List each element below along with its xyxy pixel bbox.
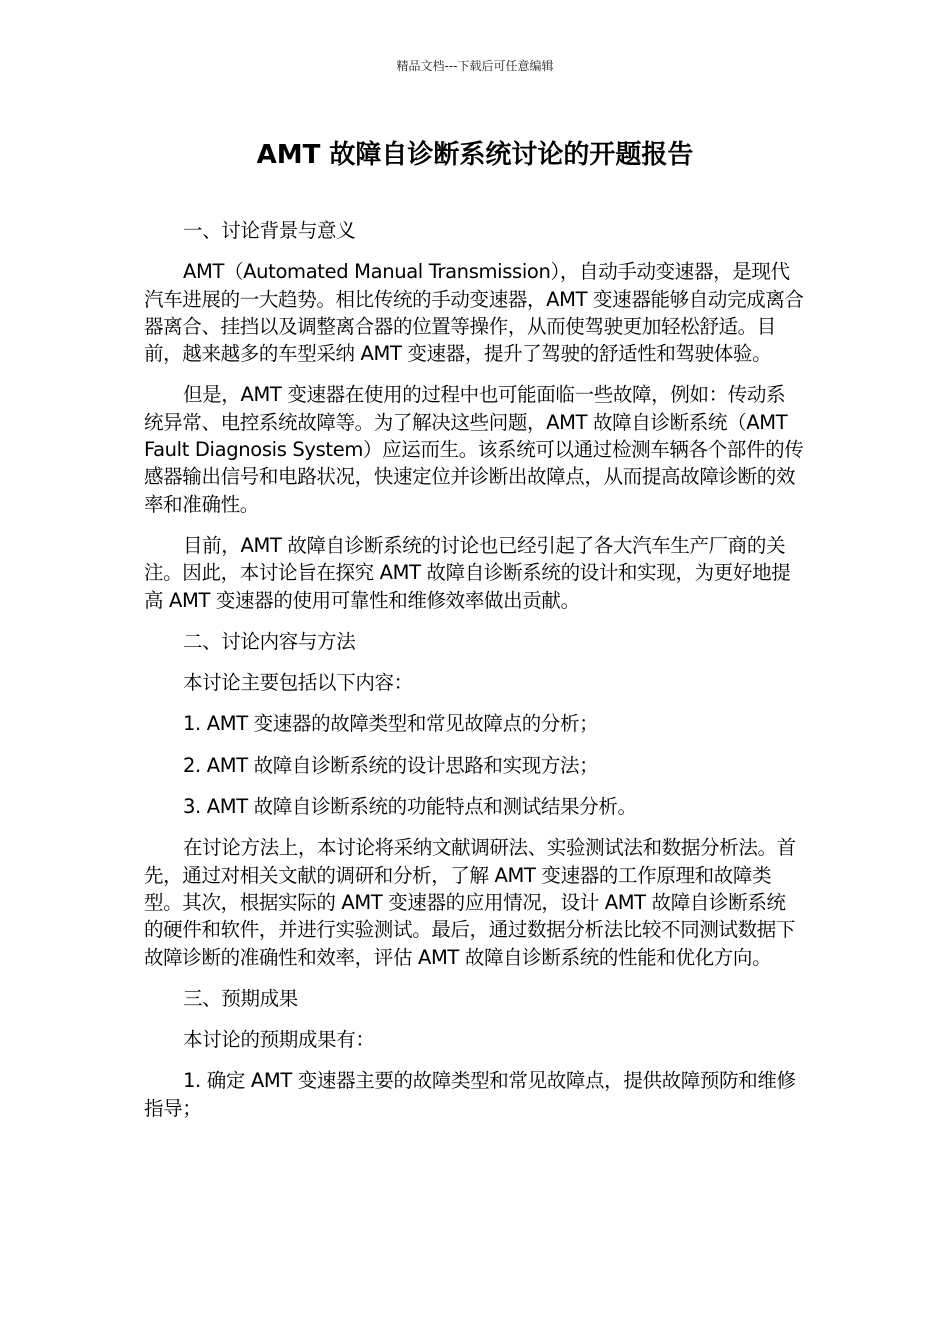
header-note: 精品文档---下载后可任意编辑 bbox=[396, 59, 554, 73]
paragraph-amt-faults: 但是，AMT 变速器在使用的过程中也可能面临一些故障，例如：传动系统异常、电控系统故障等。为了解决这些问题，AMT 故障自诊断系统（AMT Fault Diagnosis System）应运而生。该系统可以通过检测车辆各个部件的传感器输出信号和电路状况，快速定位并诊断出故障点，从而提高故障诊断的效率和准确性。 bbox=[144, 383, 804, 516]
paragraph-amt-intro: AMT（Automated Manual Transmission），自动手动变速器，是现代汽车进展的一大趋势。相比传统的手动变速器，AMT 变速器能够自动完成离合器离合、挂挡以及调整离合器的位置等操作，从而使驾驶更加轻松舒适。目前，越来越多的车型采纳 AMT 变速器，提升了驾驶的舒适性和驾驶体验。 bbox=[144, 260, 804, 366]
list-item-result-1: 1. 确定 AMT 变速器主要的故障类型和常见故障点，提供故障预防和维修指导； bbox=[144, 1069, 796, 1120]
list-item-content-3: 3. AMT 故障自诊断系统的功能特点和测试结果分析。 bbox=[183, 795, 637, 819]
section-heading-background: 一、讨论背景与意义 bbox=[183, 219, 356, 242]
list-item-content-2: 2. AMT 故障自诊断系统的设计思路和实现方法； bbox=[183, 753, 599, 777]
section-heading-content-method: 二、讨论内容与方法 bbox=[183, 629, 356, 653]
paragraph-research-goal: 目前，AMT 故障自诊断系统的讨论也已经引起了各大汽车生产厂商的关注。因此，本讨论旨在探究 AMT 故障自诊断系统的设计和实现，为更好地提高 AMT 变速器的使用可靠性和维修效率做出贡献。 bbox=[144, 533, 791, 612]
section-heading-expected-results: 三、预期成果 bbox=[183, 986, 298, 1010]
document-body bbox=[144, 217, 804, 1136]
paragraph-methods: 在讨论方法上，本讨论将采纳文献调研法、实验测试法和数据分析法。首先，通过对相关文献的调研和分析，了解 AMT 变速器的工作原理和故障类型。其次，根据实际的 AMT 变速器的应用情况，设计 AMT 故障自诊断系统的硬件和软件，并进行实验测试。最后，通过数据分析法比较不同测试数据下故障诊断的准确性和效率，评估 AMT 故障自诊断系统的性能和优化方向。 bbox=[144, 836, 796, 969]
paragraph-content-intro: 本讨论主要包括以下内容： bbox=[183, 671, 413, 695]
document-title: AMT 故障自诊断系统讨论的开题报告 bbox=[256, 140, 694, 170]
paragraph-results-intro: 本讨论的预期成果有： bbox=[183, 1028, 375, 1052]
list-item-content-1: 1. AMT 变速器的故障类型和常见故障点的分析； bbox=[183, 712, 599, 736]
